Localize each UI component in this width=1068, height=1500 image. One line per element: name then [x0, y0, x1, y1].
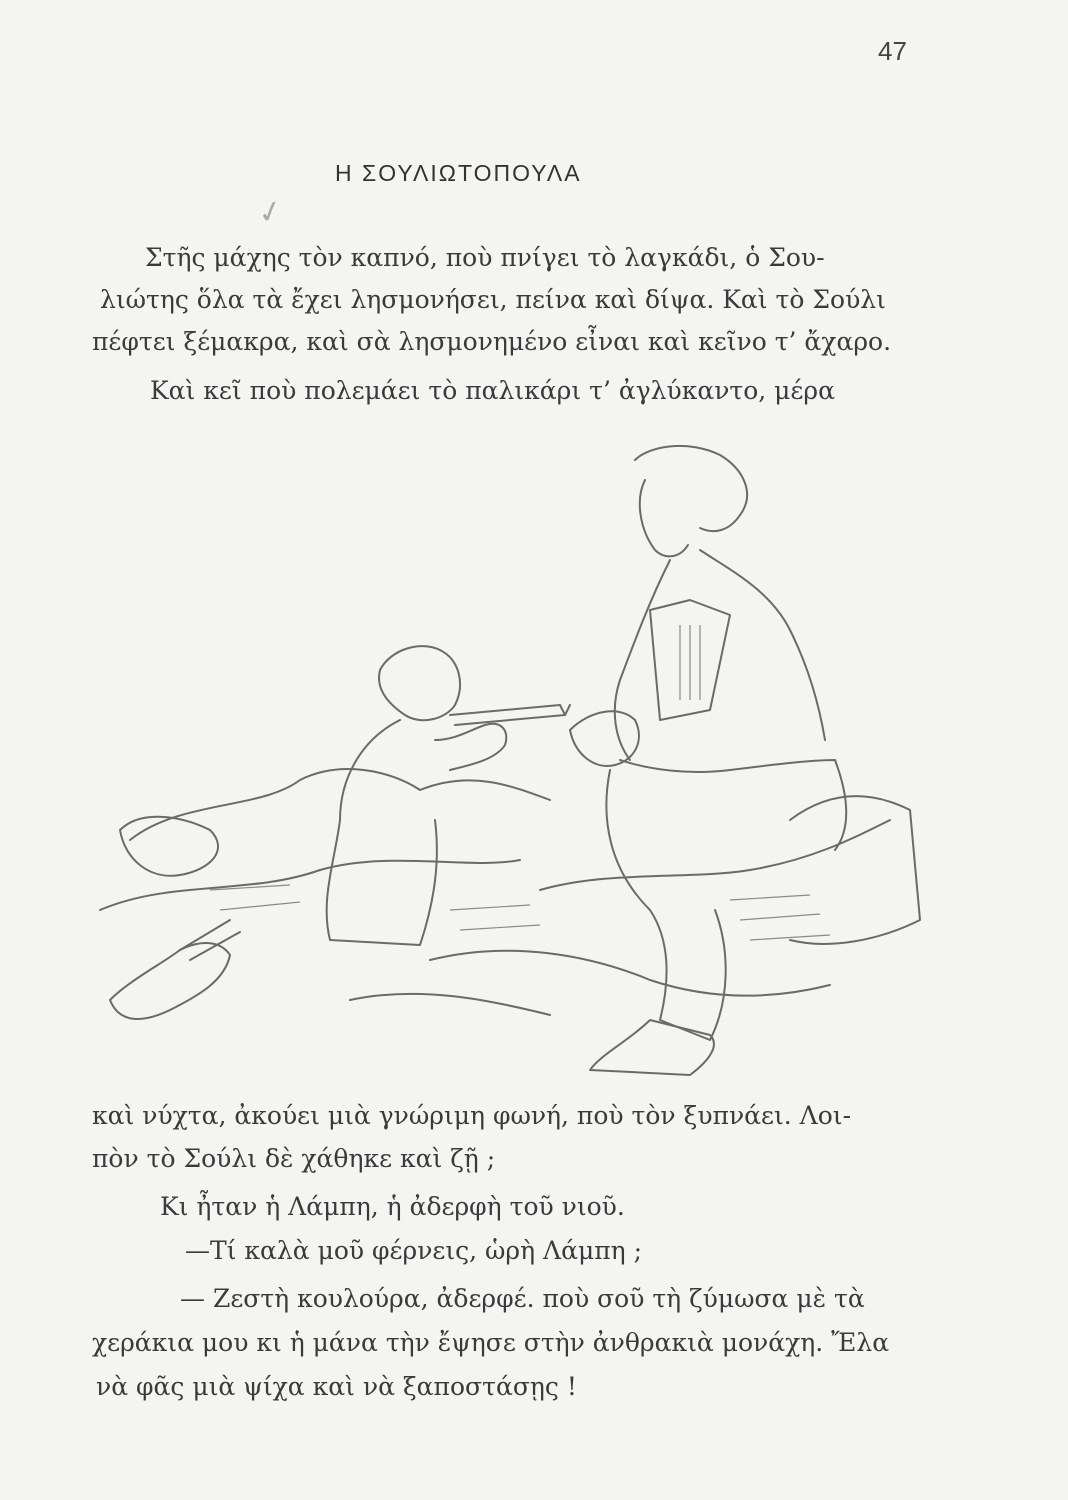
text-line: πέφτει ξέμακρα, καὶ σὰ λησμονημένο εἶναι καὶ κεῖνο τ’ ἄχαρο. — [92, 327, 892, 356]
text-line: χεράκια μου κι ἡ μάνα τὴν ἔψησε στὴν ἀνθρακιὰ μονάχη. Ἔλα — [92, 1328, 890, 1357]
pencil-check-mark-icon: ✓ — [253, 192, 288, 233]
text-line: —Τί καλὰ μοῦ φέρνεις, ὡρὴ Λάμπη ; — [185, 1236, 643, 1265]
text-line: καὶ νύχτα, ἀκούει μιὰ γνώριμη φωνή, ποὺ τὸν ξυπνάει. Λοι- — [92, 1101, 852, 1130]
illustration-soldier-and-sister — [90, 440, 930, 1080]
page-number: 47 — [878, 36, 907, 66]
text-line: Καὶ κεῖ ποὺ πολεμάει τὸ παλικάρι τ’ ἀγλύκαντο, μέρα — [150, 376, 835, 405]
text-line: λιώτης ὅλα τὰ ἔχει λησμονήσει, πείνα καὶ δίψα. Καὶ τὸ Σούλι — [100, 285, 886, 314]
text-line: νὰ φᾶς μιὰ ψίχα καὶ νὰ ξαποστάσῃς ! — [96, 1372, 577, 1401]
chapter-title: Η ΣΟΥΛΙΩΤΟΠΟΥΛΑ — [335, 160, 582, 186]
text-line: Κι ἦταν ἡ Λάμπη, ἡ ἀδερφὴ τοῦ νιοῦ. — [160, 1192, 625, 1221]
text-line: πὸν τὸ Σούλι δὲ χάθηκε καὶ ζῇ ; — [92, 1144, 496, 1173]
text-line: — Ζεστὴ κουλούρα, ἀδερφέ. ποὺ σοῦ τὴ ζύμωσα μὲ τὰ — [180, 1284, 865, 1313]
text-line: Στῆς μάχης τὸν καπνό, ποὺ πνίγει τὸ λαγκάδι, ὁ Σου- — [145, 243, 825, 272]
